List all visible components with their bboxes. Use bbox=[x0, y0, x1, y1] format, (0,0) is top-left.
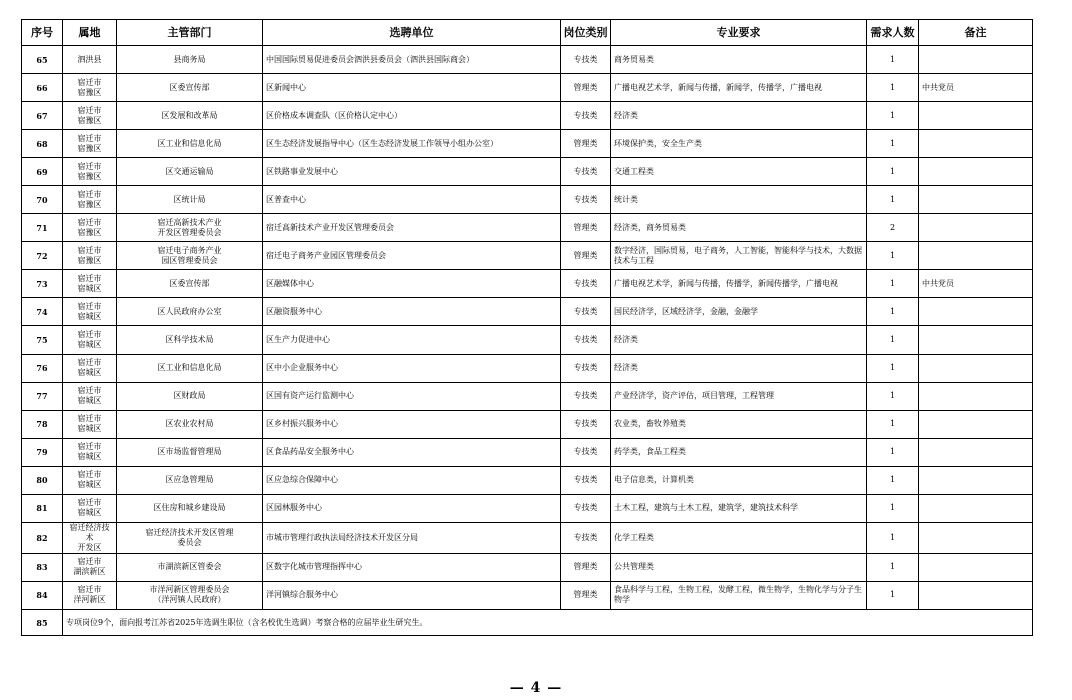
cell-seq: 68 bbox=[22, 130, 63, 158]
cell-category: 专技类 bbox=[561, 158, 611, 186]
cell-note bbox=[919, 326, 1033, 354]
cell-location: 宿迁市 宿城区 bbox=[63, 410, 117, 438]
cell-count: 1 bbox=[867, 553, 919, 581]
cell-count: 1 bbox=[867, 270, 919, 298]
cell-category: 专技类 bbox=[561, 382, 611, 410]
cell-count: 1 bbox=[867, 242, 919, 270]
table-row bbox=[22, 466, 1033, 494]
cell-note bbox=[919, 46, 1033, 74]
header-location: 属地 bbox=[63, 20, 117, 46]
cell-category: 专技类 bbox=[561, 326, 611, 354]
cell-category: 专技类 bbox=[561, 298, 611, 326]
cell-seq: 79 bbox=[22, 438, 63, 466]
cell-category: 管理类 bbox=[561, 214, 611, 242]
cell-major: 药学类，食品工程类 bbox=[611, 438, 867, 466]
cell-major: 国民经济学，区域经济学，金融，金融学 bbox=[611, 298, 867, 326]
table-row bbox=[22, 581, 1033, 609]
cell-seq: 70 bbox=[22, 186, 63, 214]
cell-location: 宿迁市 宿豫区 bbox=[63, 158, 117, 186]
cell-unit: 区中小企业服务中心 bbox=[263, 354, 561, 382]
cell-seq: 74 bbox=[22, 298, 63, 326]
cell-unit: 区普查中心 bbox=[263, 186, 561, 214]
cell-count: 1 bbox=[867, 130, 919, 158]
cell-location: 宿迁市 宿城区 bbox=[63, 382, 117, 410]
cell-count: 1 bbox=[867, 494, 919, 522]
cell-seq: 84 bbox=[22, 581, 63, 609]
cell-category: 专技类 bbox=[561, 466, 611, 494]
cell-category: 管理类 bbox=[561, 130, 611, 158]
cell-unit: 区价格成本调查队（区价格认定中心） bbox=[263, 102, 561, 130]
table-row bbox=[22, 410, 1033, 438]
cell-major: 化学工程类 bbox=[611, 522, 867, 553]
cell-unit: 区生产力促进中心 bbox=[263, 326, 561, 354]
cell-category: 专技类 bbox=[561, 186, 611, 214]
cell-department: 市洋河新区管理委员会 （洋河镇人民政府） bbox=[117, 581, 263, 609]
table-row bbox=[22, 553, 1033, 581]
cell-note bbox=[919, 214, 1033, 242]
cell-seq: 75 bbox=[22, 326, 63, 354]
cell-location: 宿迁市 洋河新区 bbox=[63, 581, 117, 609]
cell-seq: 67 bbox=[22, 102, 63, 130]
cell-count: 1 bbox=[867, 102, 919, 130]
cell-unit: 区铁路事业发展中心 bbox=[263, 158, 561, 186]
table-row bbox=[22, 270, 1033, 298]
cell-unit: 区融资服务中心 bbox=[263, 298, 561, 326]
cell-location: 宿迁市 宿城区 bbox=[63, 494, 117, 522]
cell-note bbox=[919, 242, 1033, 270]
cell-major: 经济类 bbox=[611, 102, 867, 130]
cell-department: 县商务局 bbox=[117, 46, 263, 74]
cell-location: 宿迁市 宿城区 bbox=[63, 270, 117, 298]
cell-location: 宿迁经济技术 开发区 bbox=[63, 522, 117, 553]
cell-major: 食品科学与工程，生物工程，发酵工程，微生物学，生物化学与分子生物学 bbox=[611, 581, 867, 609]
table-row bbox=[22, 46, 1033, 74]
cell-category: 专技类 bbox=[561, 494, 611, 522]
header-department: 主管部门 bbox=[117, 20, 263, 46]
table-row bbox=[22, 382, 1033, 410]
cell-location: 宿迁市 宿豫区 bbox=[63, 186, 117, 214]
cell-unit: 宿迁高新技术产业开发区管理委员会 bbox=[263, 214, 561, 242]
cell-note bbox=[919, 354, 1033, 382]
cell-department: 区发展和改革局 bbox=[117, 102, 263, 130]
cell-location: 宿迁市 宿城区 bbox=[63, 466, 117, 494]
table-row bbox=[22, 522, 1033, 553]
cell-count: 1 bbox=[867, 466, 919, 494]
cell-location: 宿迁市 宿豫区 bbox=[63, 242, 117, 270]
cell-note bbox=[919, 410, 1033, 438]
cell-unit: 区新闻中心 bbox=[263, 74, 561, 102]
cell-category: 专技类 bbox=[561, 522, 611, 553]
cell-major: 经济类 bbox=[611, 354, 867, 382]
table-row bbox=[22, 242, 1033, 270]
cell-seq: 76 bbox=[22, 354, 63, 382]
cell-location: 泗洪县 bbox=[63, 46, 117, 74]
cell-unit: 区国有资产运行监测中心 bbox=[263, 382, 561, 410]
page-number: — 4 — bbox=[509, 680, 563, 696]
header-major: 专业要求 bbox=[611, 20, 867, 46]
cell-category: 专技类 bbox=[561, 354, 611, 382]
cell-note bbox=[919, 158, 1033, 186]
cell-location: 宿迁市 宿豫区 bbox=[63, 130, 117, 158]
cell-department: 区科学技术局 bbox=[117, 326, 263, 354]
cell-department: 区交通运输局 bbox=[117, 158, 263, 186]
cell-count: 1 bbox=[867, 326, 919, 354]
cell-department: 区农业农村局 bbox=[117, 410, 263, 438]
cell-location: 宿迁市 宿豫区 bbox=[63, 74, 117, 102]
cell-count: 1 bbox=[867, 186, 919, 214]
cell-seq: 82 bbox=[22, 522, 63, 553]
cell-major: 商务贸易类 bbox=[611, 46, 867, 74]
table-row bbox=[22, 186, 1033, 214]
cell-count: 1 bbox=[867, 382, 919, 410]
cell-department: 区统计局 bbox=[117, 186, 263, 214]
cell-category: 管理类 bbox=[561, 74, 611, 102]
cell-note bbox=[919, 553, 1033, 581]
table-row bbox=[22, 102, 1033, 130]
table-row bbox=[22, 158, 1033, 186]
cell-location: 宿迁市 宿城区 bbox=[63, 326, 117, 354]
cell-seq: 72 bbox=[22, 242, 63, 270]
cell-department: 市湖滨新区管委会 bbox=[117, 553, 263, 581]
cell-department: 区工业和信息化局 bbox=[117, 130, 263, 158]
header-count: 需求人数 bbox=[867, 20, 919, 46]
cell-seq: 81 bbox=[22, 494, 63, 522]
cell-count: 1 bbox=[867, 298, 919, 326]
cell-count: 2 bbox=[867, 214, 919, 242]
cell-category: 专技类 bbox=[561, 102, 611, 130]
cell-major: 广播电视艺术学，新闻与传播，传播学，新闻传播学，广播电视 bbox=[611, 270, 867, 298]
cell-unit: 区生态经济发展指导中心（区生态经济发展工作领导小组办公室） bbox=[263, 130, 561, 158]
cell-department: 区委宣传部 bbox=[117, 74, 263, 102]
cell-department: 区工业和信息化局 bbox=[117, 354, 263, 382]
cell-unit: 区园林服务中心 bbox=[263, 494, 561, 522]
cell-note bbox=[919, 522, 1033, 553]
header-row bbox=[22, 20, 1033, 46]
cell-major: 公共管理类 bbox=[611, 553, 867, 581]
cell-department: 区住房和城乡建设局 bbox=[117, 494, 263, 522]
cell-count: 1 bbox=[867, 581, 919, 609]
table-row bbox=[22, 130, 1033, 158]
cell-department: 区应急管理局 bbox=[117, 466, 263, 494]
cell-seq: 80 bbox=[22, 466, 63, 494]
table-row bbox=[22, 298, 1033, 326]
table-row bbox=[22, 438, 1033, 466]
cell-seq: 83 bbox=[22, 553, 63, 581]
cell-seq: 65 bbox=[22, 46, 63, 74]
header-note: 备注 bbox=[919, 20, 1033, 46]
cell-department: 宿迁经济技术开发区管理 委员会 bbox=[117, 522, 263, 553]
cell-note bbox=[919, 130, 1033, 158]
cell-unit: 市城市管理行政执法局经济技术开发区分局 bbox=[263, 522, 561, 553]
cell-unit: 中国国际贸易促进委员会泗洪县委员会（泗洪县国际商会） bbox=[263, 46, 561, 74]
cell-major: 环境保护类，安全生产类 bbox=[611, 130, 867, 158]
cell-major: 统计类 bbox=[611, 186, 867, 214]
cell-category: 专技类 bbox=[561, 270, 611, 298]
cell-location: 宿迁市 宿城区 bbox=[63, 438, 117, 466]
header-seq: 序号 bbox=[22, 20, 63, 46]
cell-count: 1 bbox=[867, 74, 919, 102]
cell-category: 专技类 bbox=[561, 46, 611, 74]
table-row bbox=[22, 494, 1033, 522]
cell-unit: 区食品药品安全服务中心 bbox=[263, 438, 561, 466]
cell-unit: 区融媒体中心 bbox=[263, 270, 561, 298]
footer-text: 专项岗位9个，面向报考江苏省2025年选调生职位（含名校优生选调）考察合格的应届毕业生研究生。 bbox=[63, 610, 1033, 636]
cell-department: 区市场监督管理局 bbox=[117, 438, 263, 466]
cell-major: 产业经济学，资产评估，项目管理，工程管理 bbox=[611, 382, 867, 410]
cell-note bbox=[919, 186, 1033, 214]
cell-major: 农业类，畜牧养殖类 bbox=[611, 410, 867, 438]
header-category: 岗位类别 bbox=[561, 20, 611, 46]
cell-major: 土木工程，建筑与土木工程，建筑学，建筑技术科学 bbox=[611, 494, 867, 522]
cell-department: 区财政局 bbox=[117, 382, 263, 410]
cell-seq: 77 bbox=[22, 382, 63, 410]
cell-seq: 71 bbox=[22, 214, 63, 242]
cell-major: 广播电视艺术学，新闻与传播，新闻学，传播学，广播电视 bbox=[611, 74, 867, 102]
header-unit: 选聘单位 bbox=[263, 20, 561, 46]
cell-note: 中共党员 bbox=[919, 74, 1033, 102]
cell-location: 宿迁市 宿豫区 bbox=[63, 102, 117, 130]
cell-location: 宿迁市 宿豫区 bbox=[63, 214, 117, 242]
cell-department: 区人民政府办公室 bbox=[117, 298, 263, 326]
cell-note bbox=[919, 466, 1033, 494]
cell-note bbox=[919, 382, 1033, 410]
table-row bbox=[22, 326, 1033, 354]
cell-location: 宿迁市 宿城区 bbox=[63, 298, 117, 326]
cell-note bbox=[919, 298, 1033, 326]
cell-category: 管理类 bbox=[561, 242, 611, 270]
cell-department: 区委宣传部 bbox=[117, 270, 263, 298]
cell-seq: 66 bbox=[22, 74, 63, 102]
cell-count: 1 bbox=[867, 438, 919, 466]
cell-unit: 宿迁电子商务产业园区管理委员会 bbox=[263, 242, 561, 270]
cell-department: 宿迁高新技术产业 开发区管理委员会 bbox=[117, 214, 263, 242]
cell-seq: 69 bbox=[22, 158, 63, 186]
cell-unit: 区数字化城市管理指挥中心 bbox=[263, 553, 561, 581]
cell-note bbox=[919, 102, 1033, 130]
cell-note bbox=[919, 581, 1033, 609]
recruitment-table bbox=[21, 19, 1033, 636]
footer-row bbox=[22, 610, 1033, 636]
cell-count: 1 bbox=[867, 158, 919, 186]
cell-category: 专技类 bbox=[561, 438, 611, 466]
cell-major: 经济类，商务贸易类 bbox=[611, 214, 867, 242]
cell-unit: 区应急综合保障中心 bbox=[263, 466, 561, 494]
cell-major: 交通工程类 bbox=[611, 158, 867, 186]
cell-unit: 洋河镇综合服务中心 bbox=[263, 581, 561, 609]
cell-seq: 78 bbox=[22, 410, 63, 438]
cell-major: 数字经济，国际贸易，电子商务，人工智能，智能科学与技术，大数据技术与工程 bbox=[611, 242, 867, 270]
cell-category: 管理类 bbox=[561, 581, 611, 609]
cell-seq: 73 bbox=[22, 270, 63, 298]
cell-count: 1 bbox=[867, 522, 919, 553]
table-row bbox=[22, 214, 1033, 242]
table-row bbox=[22, 354, 1033, 382]
cell-category: 专技类 bbox=[561, 410, 611, 438]
cell-count: 1 bbox=[867, 354, 919, 382]
cell-major: 经济类 bbox=[611, 326, 867, 354]
cell-note bbox=[919, 438, 1033, 466]
cell-count: 1 bbox=[867, 46, 919, 74]
footer-seq: 85 bbox=[22, 610, 63, 636]
table-row bbox=[22, 74, 1033, 102]
cell-location: 宿迁市 湖滨新区 bbox=[63, 553, 117, 581]
cell-department: 宿迁电子商务产业 园区管理委员会 bbox=[117, 242, 263, 270]
cell-count: 1 bbox=[867, 410, 919, 438]
table-body bbox=[22, 46, 1033, 610]
cell-category: 管理类 bbox=[561, 553, 611, 581]
cell-note bbox=[919, 494, 1033, 522]
cell-major: 电子信息类，计算机类 bbox=[611, 466, 867, 494]
cell-note: 中共党员 bbox=[919, 270, 1033, 298]
cell-unit: 区乡村振兴服务中心 bbox=[263, 410, 561, 438]
cell-location: 宿迁市 宿城区 bbox=[63, 354, 117, 382]
